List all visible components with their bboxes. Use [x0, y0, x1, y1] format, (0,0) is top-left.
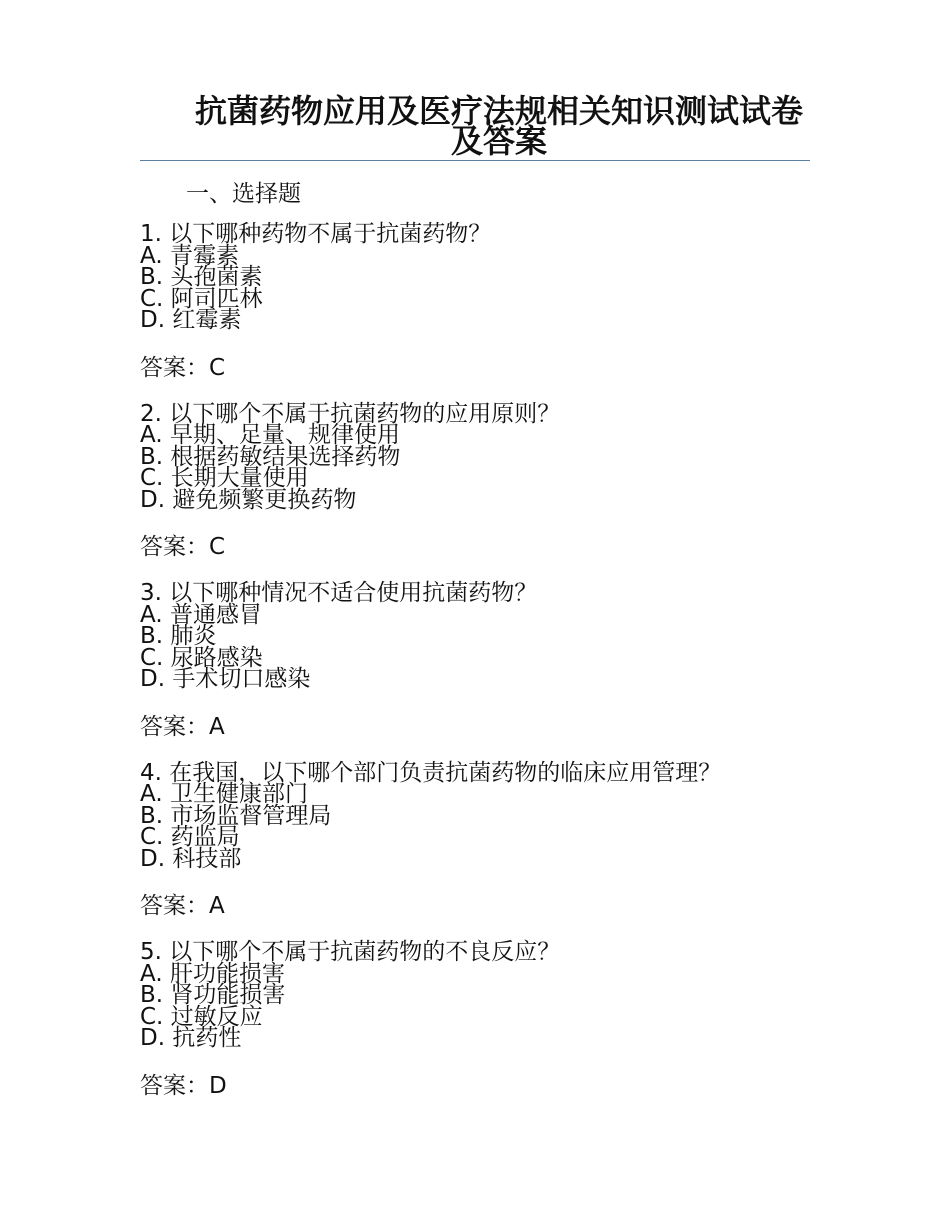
option-b: B. 肾功能损害 — [140, 982, 286, 1008]
question-stem: 1. 以下哪种药物不属于抗菌药物？ — [140, 221, 492, 247]
title-divider — [140, 160, 810, 161]
question-1 — [140, 221, 820, 382]
option-d: D. 避免频繁更换药物 — [140, 486, 357, 513]
option-a: A. 卫生健康部门 — [140, 781, 308, 807]
option-d: D. 红霉素 — [140, 307, 242, 333]
question-stem: 3. 以下哪种情况不适合使用抗菌药物？ — [140, 580, 538, 606]
option-b: B. 肺炎 — [140, 623, 217, 649]
answer-line: 答案：A — [140, 713, 225, 740]
option-a: A. 肝功能损害 — [140, 960, 285, 987]
option-b: B. 市场监督管理局 — [140, 802, 332, 829]
question-stem: 4. 在我国，以下哪个部门负责抗菌药物的临床应用管理？ — [140, 759, 722, 786]
option-b: B. 头孢菌素 — [140, 264, 263, 290]
answer-line: 答案：C — [140, 354, 226, 381]
section-heading: 一、选择题 — [186, 181, 301, 207]
option-c: C. 阿司匹林 — [140, 285, 263, 312]
answer-line: 答案：A — [140, 893, 225, 919]
option-a: A. 早期、足量、规律使用 — [140, 422, 400, 448]
answer-line: 答案：D — [140, 1072, 227, 1099]
question-2 — [140, 400, 820, 562]
option-a: A. 青霉素 — [140, 242, 239, 269]
option-a: A. 普通感冒 — [140, 601, 262, 628]
option-c: C. 药监局 — [140, 824, 240, 850]
answer-line: 答案：C — [140, 534, 226, 560]
option-c: C. 长期大量使用 — [140, 465, 309, 491]
option-d: D. 科技部 — [140, 845, 242, 872]
document-title: 抗菌药物应用及医疗法规相关知识测试试卷及答案 — [194, 92, 803, 160]
option-d: D. 抗药性 — [140, 1025, 242, 1051]
question-list — [140, 221, 820, 1122]
question-3 — [140, 580, 820, 741]
option-b: B. 根据药敏结果选择药物 — [140, 443, 401, 470]
option-d: D. 手术切口感染 — [140, 666, 311, 692]
question-stem: 2. 以下哪个不属于抗菌药物的应用原则？ — [140, 400, 561, 427]
question-4 — [140, 759, 820, 921]
question-5 — [140, 939, 820, 1100]
option-c: C. 尿路感染 — [140, 644, 263, 671]
option-c: C. 过敏反应 — [140, 1003, 263, 1030]
question-stem: 5. 以下哪个不属于抗菌药物的不良反应？ — [140, 939, 561, 965]
